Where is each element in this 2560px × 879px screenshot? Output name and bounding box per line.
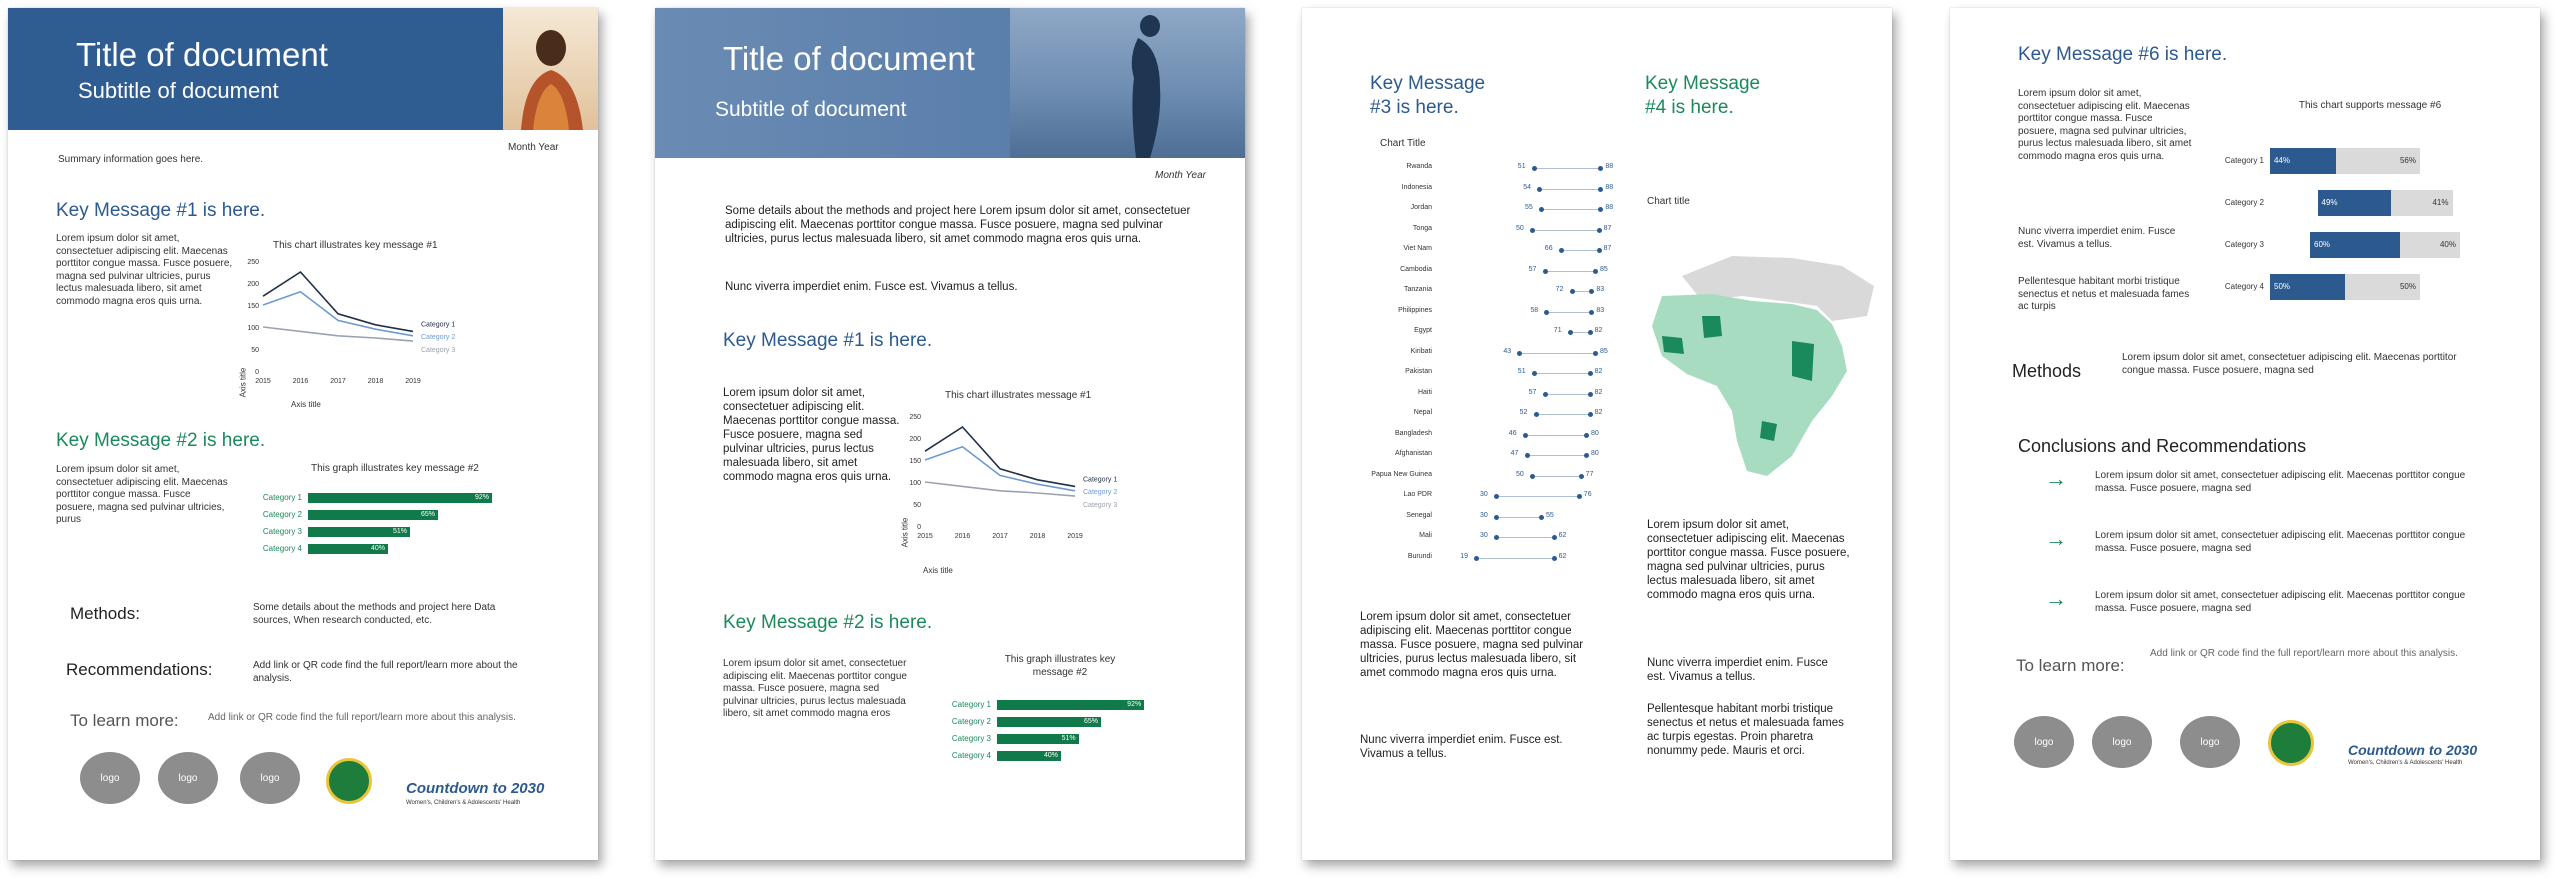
dot-connector	[1496, 517, 1541, 518]
dot-marker	[1544, 310, 1549, 315]
series-line	[925, 427, 1075, 486]
key-message-4-heading: Key Message #4 is here.	[1645, 73, 1761, 118]
y-tick-label: 200	[247, 281, 259, 288]
dot-marker	[1584, 453, 1589, 458]
chart2-title: This graph illustrates key message #2	[311, 463, 479, 474]
dot-value-label: 58	[1530, 306, 1539, 314]
dot-connector	[1476, 558, 1553, 559]
series-line	[263, 327, 413, 341]
dot-marker	[1494, 535, 1499, 540]
stacked-category-label: Category 1	[2224, 156, 2264, 165]
dot-marker	[1584, 433, 1589, 438]
intro-text-2: Nunc viverra imperdiet enim. Fusce est. Vivamus a tellus.	[725, 281, 1018, 293]
learn-more-label: To learn more:	[70, 711, 179, 730]
dot-category-label: Mali	[1419, 532, 1432, 539]
dot-connector	[1545, 394, 1590, 395]
doc-subtitle: Subtitle of document	[78, 78, 279, 103]
dot-marker	[1598, 166, 1603, 171]
key-message-2-text: Lorem ipsum dolor sit amet, consectetuer adipiscing elit. Maecenas porttitor congue massa. Fusce posuere, magna sed pulvinar ultricies, purus lectus malesuada libero, sit amet commodo magna eros	[723, 658, 907, 719]
countdown-logo: Countdown to 2030	[406, 780, 545, 797]
chart1-title: This chart illustrates key message #1	[273, 240, 438, 251]
dot-value-label: 80	[1591, 429, 1599, 437]
dot-connector	[1496, 537, 1554, 538]
stacked-bar-light: 41%	[2391, 190, 2453, 216]
dot-value-label: 83	[1596, 286, 1605, 293]
key-message-3-heading: Key Message #3 is here.	[1370, 73, 1486, 118]
key-message-4-text: Lorem ipsum dolor sit amet, consectetuer adipiscing elit. Maecenas porttitor congue massa. Fusce posuere, magna sed pulvinar ultricies, purus lectus malesuada libero, sit amet commodo magna eros quis urna.	[1647, 519, 1850, 601]
key-message-6-heading: Key Message #6 is here.	[2018, 44, 2228, 65]
line-chart-1	[233, 253, 493, 403]
dot-marker	[1525, 453, 1530, 458]
page-3	[1302, 8, 1892, 860]
dot-marker	[1593, 269, 1598, 274]
dot-value-label: 82	[1594, 409, 1603, 416]
y-tick-label: 150	[909, 458, 921, 465]
dot-value-label: 51	[1517, 368, 1526, 375]
dot-connector	[1519, 353, 1595, 354]
dot-value-label: 46	[1508, 429, 1517, 437]
dot-value-label: 85	[1600, 347, 1608, 355]
intro-text: Some details about the methods and project here Lorem ipsum dolor sit amet, consectetuer adipiscing elit. Maecenas porttitor congue massa. Fusce posuere, magna sed pulvinar ultricies, purus lectus malesuada libero, sit amet commodo magna eros quis urna.	[725, 205, 1191, 245]
dot-marker	[1537, 187, 1542, 192]
dot-marker	[1598, 207, 1603, 212]
dot-value-label: 83	[1596, 306, 1605, 314]
dot-marker	[1593, 351, 1598, 356]
bar: 92%	[308, 493, 492, 503]
stacked-chart-title: This chart supports message #6	[2298, 100, 2442, 111]
dot-value-label: 55	[1525, 204, 1533, 211]
bar-category-label: Category 4	[262, 544, 302, 553]
methods-text: Some details about the methods and project here Data sources, When research conducted, etc.	[253, 602, 496, 626]
dot-category-label: Philippines	[1398, 306, 1432, 314]
stacked-bar-dark: 50%	[2270, 274, 2345, 300]
dot-category-label: Rwanda	[1406, 163, 1432, 170]
bar: 40%	[997, 751, 1061, 761]
stacked-bar-dark: 44%	[2270, 148, 2336, 174]
dot-connector	[1541, 209, 1600, 210]
logo-placeholder-1: logo	[80, 752, 140, 804]
dot-category-label: Tanzania	[1403, 286, 1432, 293]
y-tick-label: 200	[909, 436, 921, 443]
series-line	[925, 482, 1075, 496]
chart1-ylabel: Axis title	[238, 367, 248, 398]
bar-category-label: Category 2	[262, 510, 302, 519]
dot-value-label: 87	[1603, 224, 1612, 232]
methods-text: Lorem ipsum dolor sit amet, consectetuer adipiscing elit. Maecenas porttitor congue massa. Fusce posuere, magna sed	[2122, 352, 2457, 376]
methods-label: Methods	[2012, 361, 2082, 381]
learn-more-text: Add link or QR code find the full report/learn more about this analysis.	[2150, 648, 2458, 659]
dot-value-label: 85	[1600, 265, 1608, 273]
dot-value-label: 88	[1605, 204, 1614, 211]
dot-connector	[1534, 168, 1601, 169]
series-label: Category 3	[1083, 502, 1118, 510]
dot-marker	[1539, 207, 1544, 212]
dot-marker	[1588, 330, 1593, 335]
dot-value-label: 66	[1544, 245, 1553, 252]
dot-category-label: Bangladesh	[1395, 429, 1432, 437]
x-tick-label: 2015	[917, 533, 933, 540]
x-tick-label: 2019	[1067, 533, 1083, 540]
x-tick-label: 2018	[1029, 533, 1046, 540]
dot-connector	[1545, 271, 1595, 272]
dot-category-label: Afghanistan	[1395, 450, 1432, 457]
key-message-3-text: Lorem ipsum dolor sit amet, consectetuer adipiscing elit. Maecenas porttitor congue massa. Fusce posuere, magna sed pulvinar ultricies, purus lectus malesuada libero, sit amet commodo magna eros quis urna.	[1360, 611, 1584, 679]
key-message-3-text-2: Nunc viverra imperdiet enim. Fusce est. Vivamus a tellus.	[1360, 734, 1563, 760]
dot-marker	[1532, 166, 1537, 171]
dot-value-label: 62	[1558, 552, 1567, 560]
dot-marker	[1552, 556, 1557, 561]
bar: 51%	[308, 527, 410, 537]
dot-marker	[1517, 351, 1522, 356]
dot-marker	[1588, 371, 1593, 376]
dot-value-label: 82	[1594, 388, 1603, 396]
dot-chart-title: Chart Title	[1380, 138, 1426, 149]
dot-connector	[1525, 435, 1586, 436]
y-tick-label: 150	[247, 303, 259, 310]
x-tick-label: 2017	[330, 378, 346, 385]
stacked-category-label: Category 3	[2224, 240, 2264, 249]
dot-value-label: 57	[1528, 265, 1537, 273]
dot-marker	[1588, 412, 1593, 417]
conclusion-3: Lorem ipsum dolor sit amet, consectetuer adipiscing elit. Maecenas porttitor congue massa. Fusce posuere, magna sed	[2095, 590, 2466, 614]
learn-more-label: To learn more:	[2016, 656, 2125, 675]
series-label: Category 1	[421, 321, 456, 329]
dot-value-label: 88	[1605, 183, 1614, 191]
summary-text: Summary information goes here.	[58, 154, 204, 165]
partner-logo	[326, 758, 372, 804]
dot-category-label: Lao PDR	[1403, 491, 1432, 498]
dot-value-label: 30	[1480, 511, 1488, 519]
header-photo	[1010, 8, 1245, 158]
bar-chart-2	[238, 493, 538, 563]
learn-more-text: Add link or QR code find the full report/learn more about this analysis.	[208, 712, 516, 723]
arrow-right-icon: →	[2045, 526, 2067, 551]
key-message-6-text-2: Nunc viverra imperdiet enim. Fusce est. Vivamus a tellus.	[2018, 226, 2176, 250]
bar: 51%	[997, 734, 1079, 744]
stacked-bar-light: 40%	[2400, 232, 2460, 258]
page-2	[655, 8, 1245, 860]
bar-category-label: Category 3	[262, 527, 302, 536]
dot-category-label: Tonga	[1412, 224, 1432, 232]
dot-connector	[1536, 414, 1590, 415]
dot-category-label: Senegal	[1406, 511, 1432, 519]
dot-category-label: Nepal	[1413, 409, 1432, 416]
page-4	[1950, 8, 2540, 860]
key-message-4-text-3: Pellentesque habitant morbi tristique senectus et netus et malesuada fames ac turpis egestas. Proin pharetra nonummy pede. Mauris et orci.	[1647, 703, 1844, 757]
y-tick-label: 250	[247, 259, 259, 266]
dot-category-label: Pakistan	[1405, 368, 1432, 375]
key-message-2-heading: Key Message #2 is here.	[723, 612, 933, 633]
dot-connector	[1534, 373, 1590, 374]
dot-marker	[1474, 556, 1479, 561]
dot-value-label: 77	[1585, 470, 1594, 478]
series-label: Category 2	[1083, 488, 1118, 496]
dot-marker	[1494, 515, 1499, 520]
y-tick-label: 100	[909, 480, 921, 487]
dot-marker	[1588, 392, 1593, 397]
dot-value-label: 52	[1519, 409, 1528, 416]
dot-value-label: 76	[1583, 491, 1592, 498]
dot-value-label: 71	[1553, 327, 1562, 334]
dot-marker	[1523, 433, 1528, 438]
dot-marker	[1570, 289, 1575, 294]
dot-marker	[1530, 474, 1535, 479]
x-tick-label: 2016	[292, 378, 309, 385]
key-message-2-text: Lorem ipsum dolor sit amet, consectetuer adipiscing elit. Maecenas porttitor congue massa. Fusce posuere, magna sed pulvinar ultricies, purus	[56, 464, 228, 525]
dot-marker	[1589, 310, 1594, 315]
dot-chart	[1332, 163, 1632, 583]
stacked-bar-light: 56%	[2336, 148, 2420, 174]
dot-marker	[1598, 187, 1603, 192]
dot-category-label: Haiti	[1417, 388, 1432, 396]
bar-category-label: Category 3	[951, 734, 991, 743]
y-tick-label: 0	[255, 369, 259, 376]
dot-marker	[1543, 269, 1548, 274]
dot-value-label: 55	[1546, 511, 1554, 519]
dot-marker	[1597, 228, 1602, 233]
month-year: Month Year	[508, 142, 559, 153]
dot-value-label: 50	[1516, 470, 1524, 478]
dot-marker	[1494, 494, 1499, 499]
dot-value-label: 57	[1528, 388, 1537, 396]
dot-value-label: 82	[1594, 368, 1603, 375]
series-label: Category 3	[421, 347, 456, 355]
dot-marker	[1534, 412, 1539, 417]
bar-chart-2	[917, 700, 1217, 770]
dot-connector	[1496, 496, 1579, 497]
dot-connector	[1561, 250, 1599, 251]
key-message-1-text: Lorem ipsum dolor sit amet, consectetuer adipiscing elit. Maecenas porttitor congue massa. Fusce posuere, magna sed pulvinar ultricies, purus lectus malesuada libero, sit amet commodo magna eros quis urna.	[723, 387, 900, 483]
partner-logo	[2268, 720, 2314, 766]
dot-value-label: 30	[1480, 491, 1488, 498]
doc-subtitle: Subtitle of document	[715, 98, 907, 121]
dot-marker	[1543, 392, 1548, 397]
series-label: Category 1	[1083, 476, 1118, 484]
dot-value-label: 72	[1555, 286, 1564, 293]
chart2-title: This graph illustrates key message #2	[1004, 654, 1116, 678]
chart1-ylabel: Axis title	[900, 517, 910, 548]
conclusion-2: Lorem ipsum dolor sit amet, consectetuer adipiscing elit. Maecenas porttitor congue massa. Fusce posuere, magna sed	[2095, 530, 2466, 554]
dot-connector	[1539, 189, 1600, 190]
dot-connector	[1546, 312, 1591, 313]
logo-placeholder-2: logo	[2092, 716, 2152, 768]
dot-category-label: Cambodia	[1400, 265, 1432, 273]
bar-category-label: Category 4	[951, 751, 991, 760]
dot-connector	[1532, 230, 1599, 231]
arrow-right-icon: →	[2045, 586, 2067, 611]
bar-category-label: Category 1	[951, 700, 991, 709]
bar: 40%	[308, 544, 388, 554]
dot-category-label: Kiribati	[1410, 347, 1432, 355]
conclusions-heading: Conclusions and Recommendations	[2018, 436, 2307, 456]
y-tick-label: 0	[917, 524, 921, 531]
dot-category-label: Egypt	[1414, 327, 1432, 334]
dot-category-label: Burundi	[1407, 552, 1432, 560]
key-message-1-heading: Key Message #1 is here.	[723, 330, 933, 351]
arrow-right-icon: →	[2045, 466, 2067, 491]
x-tick-label: 2017	[992, 533, 1008, 540]
dot-value-label: 19	[1460, 552, 1468, 560]
africa-map	[1642, 246, 1882, 486]
dot-category-label: Viet Nam	[1403, 245, 1432, 252]
key-message-4-text-2: Nunc viverra imperdiet enim. Fusce est. Vivamus a tellus.	[1647, 657, 1828, 683]
dot-marker	[1559, 248, 1564, 253]
series-line	[263, 272, 413, 331]
dot-marker	[1568, 330, 1573, 335]
bar: 92%	[997, 700, 1144, 710]
x-tick-label: 2018	[367, 378, 384, 385]
stacked-bar-dark: 49%	[2318, 190, 2392, 216]
dot-value-label: 50	[1516, 224, 1524, 232]
recommendations-text: Add link or QR code find the full report/learn more about the analysis.	[253, 660, 518, 684]
dot-marker	[1552, 535, 1557, 540]
y-tick-label: 50	[913, 502, 921, 509]
countdown-logo: Countdown to 2030	[2348, 742, 2478, 758]
bar-category-label: Category 1	[262, 493, 302, 502]
dot-value-label: 54	[1523, 183, 1531, 191]
x-tick-label: 2015	[255, 378, 271, 385]
dot-marker	[1530, 228, 1535, 233]
x-tick-label: 2019	[405, 378, 421, 385]
methods-label: Methods:	[70, 604, 140, 623]
line-chart-1	[895, 408, 1155, 568]
series-label: Category 2	[421, 333, 456, 341]
dot-marker	[1597, 248, 1602, 253]
stacked-category-label: Category 2	[2224, 198, 2264, 207]
dot-category-label: Jordan	[1410, 204, 1432, 211]
stacked-bar-chart	[2180, 148, 2500, 328]
dot-value-label: 62	[1558, 532, 1567, 539]
dot-marker	[1532, 371, 1537, 376]
key-message-2-heading: Key Message #2 is here.	[56, 430, 266, 451]
chart1-title: This chart illustrates message #1	[945, 390, 1092, 401]
y-tick-label: 50	[251, 347, 259, 354]
dot-marker	[1539, 515, 1544, 520]
dot-value-label: 30	[1480, 532, 1488, 539]
dot-value-label: 87	[1603, 245, 1612, 252]
doc-title: Title of document	[76, 36, 328, 73]
month-year: Month Year	[1155, 170, 1206, 181]
page-1	[8, 8, 598, 860]
dot-connector	[1527, 455, 1586, 456]
doc-title: Title of document	[723, 40, 975, 77]
dot-category-label: Indonesia	[1401, 183, 1432, 191]
dot-value-label: 43	[1503, 347, 1512, 355]
chart1-xlabel: Axis title	[291, 400, 321, 409]
countdown-logo-sub: Women's, Children's & Adolescents' Health	[406, 800, 521, 806]
dot-connector	[1532, 476, 1581, 477]
dot-value-label: 47	[1510, 450, 1519, 457]
dot-value-label: 82	[1594, 327, 1603, 334]
stacked-category-label: Category 4	[2224, 282, 2264, 291]
x-tick-label: 2016	[954, 533, 971, 540]
dot-category-label: Papua New Guinea	[1371, 470, 1432, 478]
stacked-bar-dark: 60%	[2310, 232, 2400, 258]
logo-placeholder-3: logo	[240, 752, 300, 804]
dot-value-label: 80	[1591, 450, 1599, 457]
logo-placeholder-1: logo	[2014, 716, 2074, 768]
map-title: Chart title	[1647, 196, 1690, 207]
bar: 65%	[997, 717, 1101, 727]
dot-value-label: 88	[1605, 163, 1614, 170]
logo-placeholder-2: logo	[158, 752, 218, 804]
recommendations-label: Recommendations:	[66, 660, 213, 679]
dot-marker	[1577, 494, 1582, 499]
conclusion-1: Lorem ipsum dolor sit amet, consectetuer adipiscing elit. Maecenas porttitor congue massa. Fusce posuere, magna sed	[2095, 470, 2466, 494]
bar-category-label: Category 2	[951, 717, 991, 726]
dot-value-label: 51	[1517, 163, 1526, 170]
dot-marker	[1589, 289, 1594, 294]
key-message-1-text: Lorem ipsum dolor sit amet, consectetuer adipiscing elit. Maecenas porttitor congue massa. Fusce posuere, magna sed pulvinar ultricies, purus lectus malesuada libero, sit amet commodo magna eros quis urna.	[56, 233, 233, 307]
countdown-logo-sub: Women's, Children's & Adolescents' Health	[2348, 760, 2463, 766]
key-message-1-heading: Key Message #1 is here.	[56, 200, 266, 221]
key-message-6-text: Lorem ipsum dolor sit amet, consectetuer adipiscing elit. Maecenas porttitor congue massa. Fusce posuere, magna sed pulvinar ultricies, purus lectus malesuada libero, sit amet commodo magna eros quis urna.	[2018, 88, 2192, 162]
key-message-6-text-3: Pellentesque habitant morbi tristique senectus et netus et malesuada fames ac turpis	[2018, 276, 2190, 312]
y-tick-label: 250	[909, 414, 921, 421]
bar: 65%	[308, 510, 438, 520]
y-tick-label: 100	[247, 325, 259, 332]
header-photo	[503, 8, 598, 130]
logo-placeholder-3: logo	[2180, 716, 2240, 768]
dot-marker	[1579, 474, 1584, 479]
stacked-bar-light: 50%	[2345, 274, 2420, 300]
chart1-xlabel: Axis title	[923, 566, 953, 575]
